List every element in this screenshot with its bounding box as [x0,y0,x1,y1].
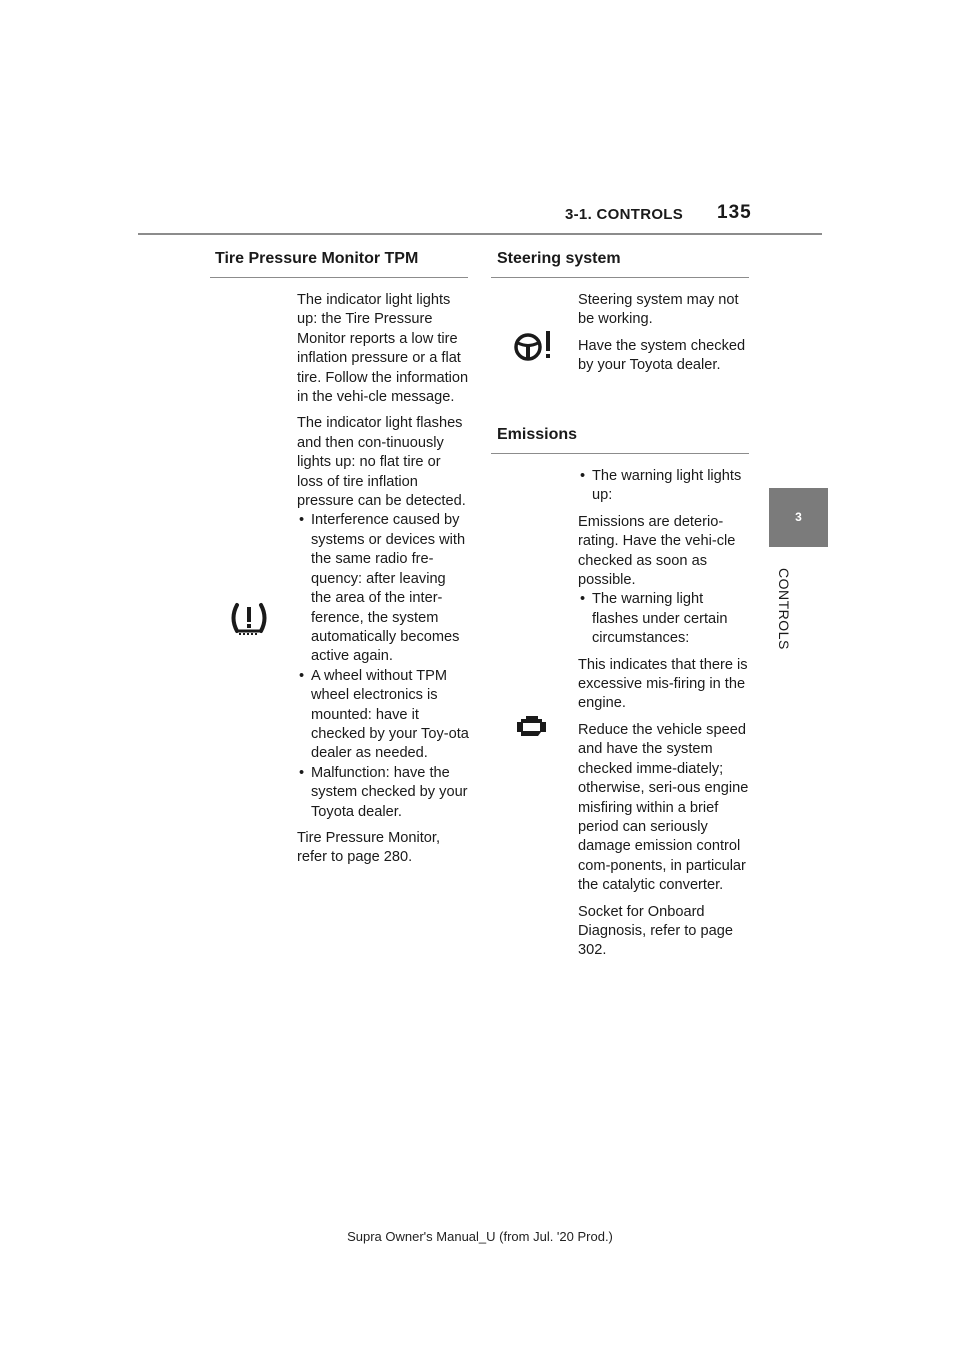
emissions-paragraph: This indicates that there is excessive mis-firing in the engine. [578,656,748,712]
footer-manual-title: Supra Owner's Manual_U (from Jul. '20 Prod.) [347,1229,613,1244]
tpm-body [297,291,469,875]
tpm-bullet-list [297,511,469,822]
emissions-heading: Emissions [497,426,578,443]
emissions-heading-rule [491,453,749,454]
list-item: • The warning light lights up: [578,467,750,506]
chapter-label-text: CONTROLS [776,568,792,650]
page-number: 135 [717,202,752,223]
emissions-body [578,467,750,968]
check-engine-icon [513,713,551,739]
emissions-bullet-list [578,467,750,506]
steering-warning-icon [512,329,554,363]
list-item: • Interference caused by systems or devices with the same radio fre-quency: after leaving the area of the inter-ference, the system automatically becomes active again. [297,511,469,666]
steering-heading: Steering system [497,250,621,267]
tpm-paragraph: The indicator light flashes and then con-tinuously lights up: no flat tire or loss of tire inflation pressure can be detected. [297,415,466,510]
list-item: • A wheel without TPM wheel electronics is mounted: have it checked by your Toy-ota dealer as needed. [297,667,469,764]
list-item: • The warning light flashes under certain circumstances: [578,590,750,648]
chapter-tab [769,488,828,547]
list-item: • Malfunction: have the system checked by your Toyota dealer. [297,764,469,822]
tpm-heading-rule [210,277,468,278]
emissions-paragraph: Reduce the vehicle speed and have the system checked imme-diately; otherwise, seri-ous engine misfiring within a brief period can seriously damage emission control com-ponents, in particular the catalytic converter. [578,721,749,894]
tpm-paragraph: The indicator light lights up: the Tire Pressure Monitor reports a low tire inflation pressure or a flat tire. Follow the information in the vehi-cle message. [297,292,469,406]
section-title: 3-1. CONTROLS [565,206,684,223]
emissions-reference: Socket for Onboard Diagnosis, refer to page 302. [578,903,733,959]
emissions-bullet-list [578,590,750,648]
steering-heading-rule [491,277,749,278]
emissions-paragraph: Emissions are deterio-rating. Have the vehi-cle checked as soon as possible. [578,513,736,589]
steering-paragraph: Have the system checked by your Toyota dealer. [578,337,746,374]
chapter-number: 3 [795,510,802,524]
header-divider [138,233,822,235]
chapter-label [752,568,812,650]
tire-pressure-warning-icon [228,602,270,638]
steering-body [578,291,750,383]
tpm-reference: Tire Pressure Monitor, refer to page 280. [297,829,441,866]
tpm-heading: Tire Pressure Monitor TPM [215,250,419,267]
steering-paragraph: Steering system may not be working. [578,292,739,328]
